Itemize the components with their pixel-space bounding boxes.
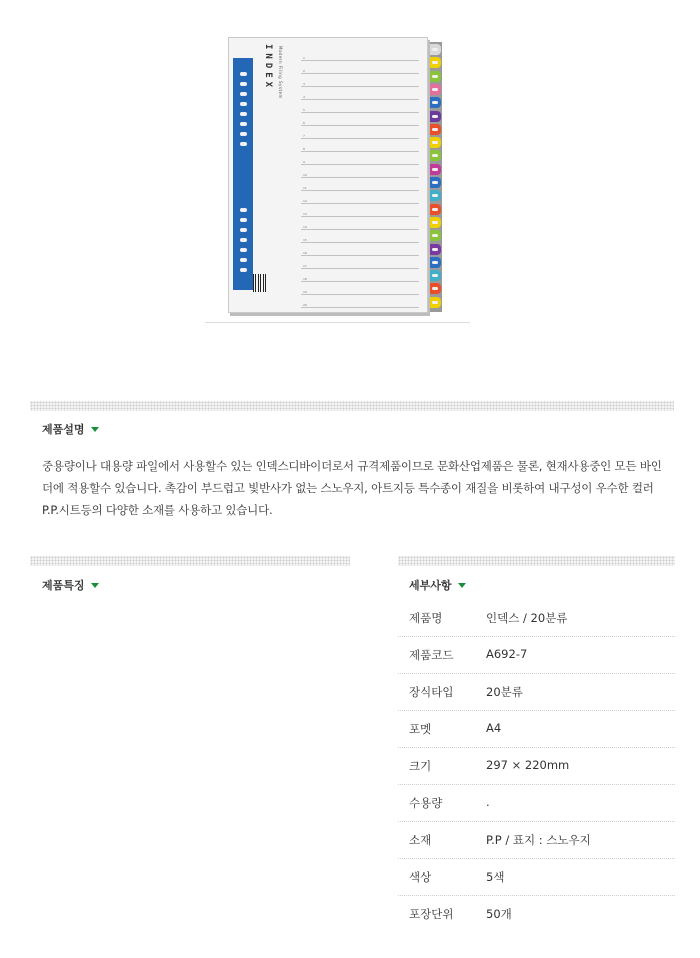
index-row-number: 2 [303,69,305,73]
divider-tab [429,177,441,188]
spec-label: 제품코드 [409,648,454,662]
features-title-label: 제품특징 [42,579,85,592]
spec-label: 크기 [409,759,432,773]
binder-hole [240,208,247,212]
description-title [42,421,99,437]
index-row-line [301,190,419,191]
index-row-number: 11 [303,186,307,190]
section-divider [398,556,675,566]
index-row-line [301,164,419,165]
binder-hole [240,218,247,222]
divider-tab [429,270,441,281]
tab-hole [432,154,438,157]
tab-hole [432,194,438,197]
spec-row [398,859,675,896]
spec-value: . [486,795,490,809]
tab-hole [432,234,438,237]
binder-hole [240,82,247,86]
index-row-line [301,216,419,217]
triangle-down-icon [91,427,99,432]
tab-hole [432,261,438,264]
index-row-line [301,112,419,113]
divider-tab [429,257,441,268]
tab-hole [432,75,438,78]
spec-value: 인덱스 / 20분류 [486,611,568,625]
spec-value: 50개 [486,907,512,921]
binder-hole [240,238,247,242]
index-row-number: 9 [303,160,305,164]
divider-tab [429,44,441,55]
spec-value: 5색 [486,870,505,884]
description-title-label: 제품설명 [42,423,85,436]
details-title [409,577,466,593]
index-row-line [301,86,419,87]
index-row-number: 1 [303,56,305,60]
index-row-number: 20 [303,303,307,307]
tab-hole [432,221,438,224]
spec-value: 20분류 [486,685,523,699]
spec-row [398,674,675,711]
tab-hole [432,248,438,251]
index-row-line [301,203,419,204]
spec-value: 297 × 220mm [486,758,570,772]
spec-label: 장식타입 [409,685,454,699]
triangle-down-icon [91,583,99,588]
index-row-number: 12 [303,199,307,203]
spec-row [398,822,675,859]
index-row-line [301,138,419,139]
index-row-line [301,125,419,126]
spec-table [398,600,675,932]
binder-hole [240,92,247,96]
spec-value: P.P / 표지 : 스노우지 [486,833,591,847]
binder-strip [233,58,253,290]
spec-label: 제품명 [409,611,443,625]
index-sheet-subtitle: Modern Filing System [278,46,283,99]
tab-hole [432,181,438,184]
index-row-number: 8 [303,147,305,151]
index-row-line [301,255,419,256]
tab-hole [432,88,438,91]
divider-tab [429,297,441,308]
index-row-line [301,151,419,152]
index-row-line [301,281,419,282]
binder-hole [240,72,247,76]
spec-row [398,637,675,674]
spec-label: 포멧 [409,722,432,736]
index-row-line [301,294,419,295]
divider-tab [429,230,441,241]
tab-hole [432,141,438,144]
divider-tab [429,217,441,228]
image-baseline [205,322,470,323]
spec-row [398,711,675,748]
divider-tab [429,283,441,294]
index-row-number: 6 [303,121,305,125]
binder-hole [240,102,247,106]
index-row-number: 17 [303,264,307,268]
tab-hole [432,101,438,104]
tab-hole [432,274,438,277]
tab-hole [432,115,438,118]
index-row-line [301,99,419,100]
index-row-number: 3 [303,82,305,86]
divider-tab [429,84,441,95]
index-row-number: 13 [303,212,307,216]
index-row-line [301,268,419,269]
tab-hole [432,48,438,51]
binder-hole [240,112,247,116]
spec-label: 소재 [409,833,432,847]
index-row-number: 15 [303,238,307,242]
section-divider [30,401,674,411]
tab-hole [432,61,438,64]
index-row-number: 16 [303,251,307,255]
binder-hole [240,248,247,252]
index-row-line [301,73,419,74]
binder-hole [240,228,247,232]
index-row-line [301,177,419,178]
divider-tab [429,97,441,108]
divider-tab [429,57,441,68]
tab-hole [432,128,438,131]
barcode-icon [253,274,267,292]
divider-tab [429,137,441,148]
description-text: 중용량이나 대용량 파일에서 사용할수 있는 인덱스디바이더로서 규격제품이므로 문화산업제품은 물론, 현재사용중인 모든 바인더에 적용할수 있습니다. 촉감이 부드럽고 빛반사가 없는 스노우지, 아트지등 특수종이 재질을 비롯하여 내구성이 우수한 컬러 P.P.시트등의 다양한 소재를 사용하고 있습니다. [42,459,662,517]
binder-hole [240,268,247,272]
index-sheet-title: INDEX [263,44,273,92]
index-row-line [301,229,419,230]
divider-tab [429,244,441,255]
index-row-number: 7 [303,134,305,138]
divider-tab [429,111,441,122]
binder-hole [240,132,247,136]
index-row-number: 5 [303,108,305,112]
binder-hole [240,142,247,146]
spec-row [398,785,675,822]
section-divider [30,556,350,566]
spec-label: 포장단위 [409,907,454,921]
index-row-number: 19 [303,290,307,294]
product-image-index-sheet [228,37,428,313]
binder-hole [240,122,247,126]
divider-tab [429,150,441,161]
index-row-line [301,242,419,243]
index-row-number: 4 [303,95,305,99]
divider-tab [429,204,441,215]
features-title [42,577,99,593]
spec-label: 색상 [409,870,432,884]
spec-row [398,600,675,637]
tab-hole [432,208,438,211]
divider-tab [429,71,441,82]
tab-hole [432,168,438,171]
index-row-number: 14 [303,225,307,229]
index-row-line [301,307,419,308]
spec-row [398,896,675,932]
index-row-number: 10 [303,173,307,177]
spec-value: A4 [486,721,502,735]
spec-label: 수용량 [409,796,443,810]
tab-hole [432,287,438,290]
divider-tab [429,164,441,175]
details-title-label: 세부사항 [409,579,452,592]
divider-tab [429,190,441,201]
triangle-down-icon [458,583,466,588]
tab-hole [432,301,438,304]
index-row-number: 18 [303,277,307,281]
binder-hole [240,258,247,262]
spec-value: A692-7 [486,647,528,661]
index-row-line [301,60,419,61]
spec-row [398,748,675,785]
divider-tab [429,124,441,135]
